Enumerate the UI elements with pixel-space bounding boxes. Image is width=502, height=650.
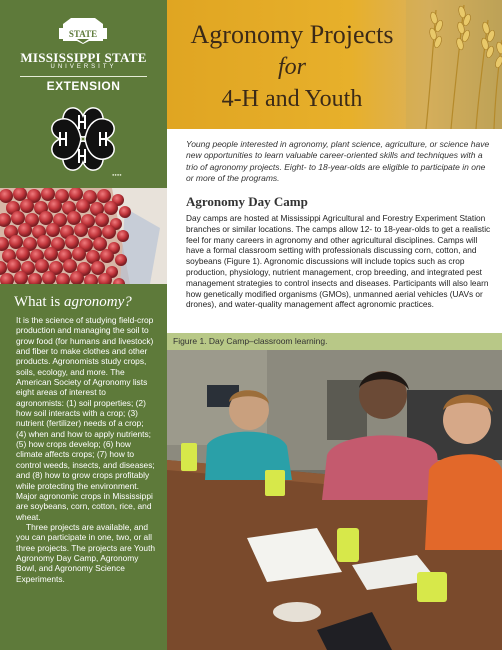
clover-trademark: ●●●● [112,172,122,177]
title-line-1: Agronomy Projects [190,20,394,49]
wheat-stalks-illustration [406,0,502,129]
title-line-2: for [277,54,306,80]
what-title-prefix: What is [14,294,64,310]
figure-caption-bar [167,333,502,350]
logo-badge-text: STATE [68,29,98,39]
what-is-agronomy-body [16,315,156,584]
day-camp-heading: Agronomy Day Camp [186,194,308,209]
logo-university: UNIVERSITY [50,64,117,70]
figure-caption: Figure 1. Day Camp–classroom learning. [173,336,328,346]
red-beans-photo [0,188,167,284]
msu-badge-icon [57,16,109,44]
classroom-photo [167,350,502,650]
what-title-emphasis: agronomy? [64,294,132,310]
title-line-3: 4-H and Youth [221,86,363,112]
day-camp-body: Day camps are hosted at Mississippi Agricultural and Forestry Experiment Station branches or similar locations. The camps allow 12- to 18-year-olds to get a realistic feel for many careers in agronomy and other agricultural disciplines. Camps will have a formal classroom setting with professionals discussing corn, cotton, and soybeans (Figure 1). Agronomic discussions will include topics such as crop production, physiology, nutrient management, crop breeding, and integrated pest management strategies to control insects and diseases. Participants will also learn how genetically modified organisms (GMOs), unmanned aerial vehicles (UAVs or drones), and water-quality management affect agronomic practices. [186,213,491,310]
title-banner [167,0,502,129]
4h-clover-icon [44,100,122,178]
what-body-paragraph-2: Three projects are available, and you can participate in one, two, or all three projects. The projects are Youth Agronomy Day Camp, Agronomy Bowl, and Agronomy Science Experiments. [16,521,156,584]
msu-extension-logo [0,0,167,182]
sidebar [0,0,167,650]
logo-divider [20,76,147,77]
logo-extension: EXTENSION [46,79,121,93]
what-body-paragraph-1: It is the science of studying field-crop production and managing the soil to grow food (for humans and livestock) and fiber to make clothes and other products. Agronomists study crops, soils, ecology, and more. The American Society of Agronomy lists eight areas of interest to agronomists: (1) soil properties; (2) how soil interacts with a crop; (3) nutrient (fertilizer) needs of a crop; (4) when and how to apply nutrients; (5) how crops develop; (6) how climate affects crops; (7) how to control weeds, insects, and diseases; and (8) how to grow crops profitably while protecting the environment. Major agronomic crops in Mississippi are soybeans, corn, cotton, rice, and wheat. [16,315,155,522]
intro-paragraph: Young people interested in agronomy, plant science, agriculture, or science have new opportunities to learn valuable career-oriented skills and techniques with a trio of agronomy projects. Eight- to 18-year-olds are eligible to participate in one or more of the programs. [186,139,490,184]
what-is-agronomy-heading [14,294,132,311]
logo-name: MISSISSIPPI STATE [20,50,147,65]
